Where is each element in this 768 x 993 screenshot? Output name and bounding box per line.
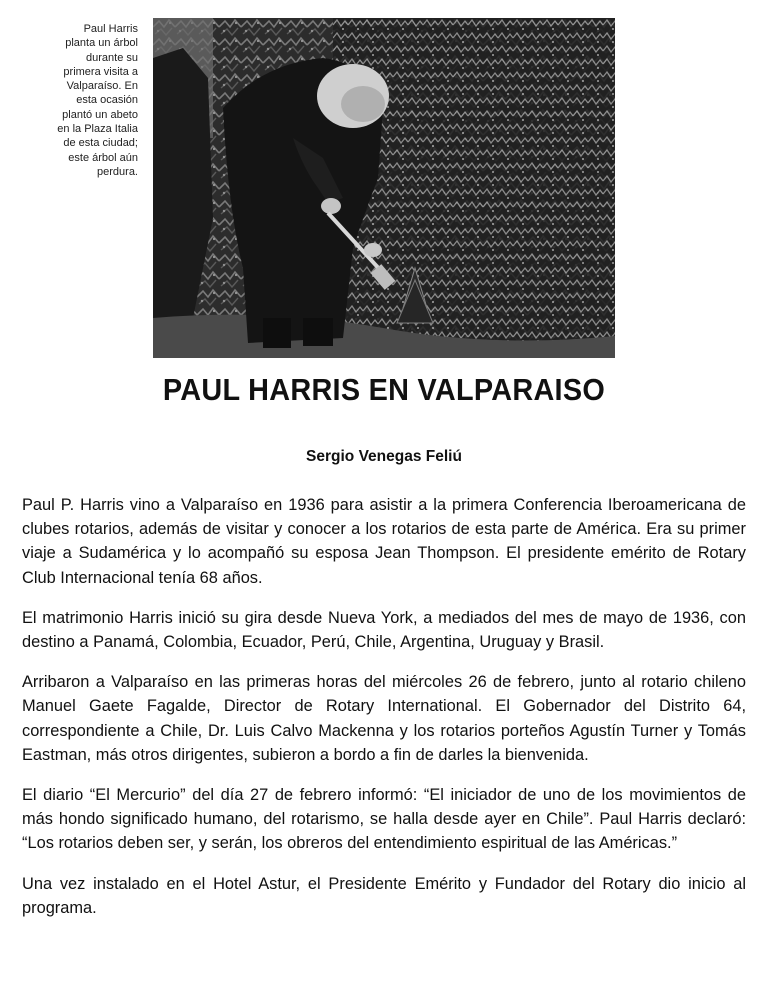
article-title: PAUL HARRIS EN VALPARAISO (162, 372, 606, 407)
article-author: Sergio Venegas Feliú (306, 448, 462, 465)
paragraph-1: Paul P. Harris vino a Valparaíso en 1936 para asistir a la primera Conferencia Iberoamericana de clubes rotarios, además de visitar y conocer a los rotarios de esta parte de América. Era su primer viaje a Sudamérica y lo acompañó su esposa Jean Thompson. El presidente emérito de Rotary Club Internacional tenía 68 años. (22, 496, 746, 587)
photo-illustration (153, 18, 615, 358)
photo-caption: Paul Harris planta un árbol durante su primera visita a Valparaíso. En esta ocasión plantó un abeto en la Plaza Italia de esta ciudad; este árbol aún perdura. (57, 23, 138, 178)
paragraph-5: Una vez instalado en el Hotel Astur, el Presidente Emérito y Fundador del Rotary dio inicio al programa. (22, 874, 746, 917)
article-body (22, 493, 746, 936)
photo-paul-harris-planting-tree (153, 18, 615, 358)
paragraph-4: El diario “El Mercurio” del día 27 de febrero informó: “El iniciador de uno de los movimientos de más hondo significado humano, del rotarismo, se halla desde ayer en Chile”. Paul Harris declaró: “Los rotarios deben ser, y serán, los obreros del entendimiento espiritual de las Américas.” (22, 786, 746, 853)
paragraph-3: Arribaron a Valparaíso en las primeras horas del miércoles 26 de febrero, junto al rotario chileno Manuel Gaete Fagalde, Director de Rotary International. El Gobernador del Distrito 64, correspondiente a Chile, Dr. Luis Calvo Mackenna y los rotarios porteños Agustín Turner y Tomás Eastman, más otros dirigentes, subieron a bordo a fin de darles la bienvenida. (22, 673, 746, 764)
paragraph-2: El matrimonio Harris inició su gira desde Nueva York, a mediados del mes de mayo de 1936, con destino a Panamá, Colombia, Ecuador, Perú, Chile, Argentina, Uruguay y Brasil. (22, 608, 746, 652)
